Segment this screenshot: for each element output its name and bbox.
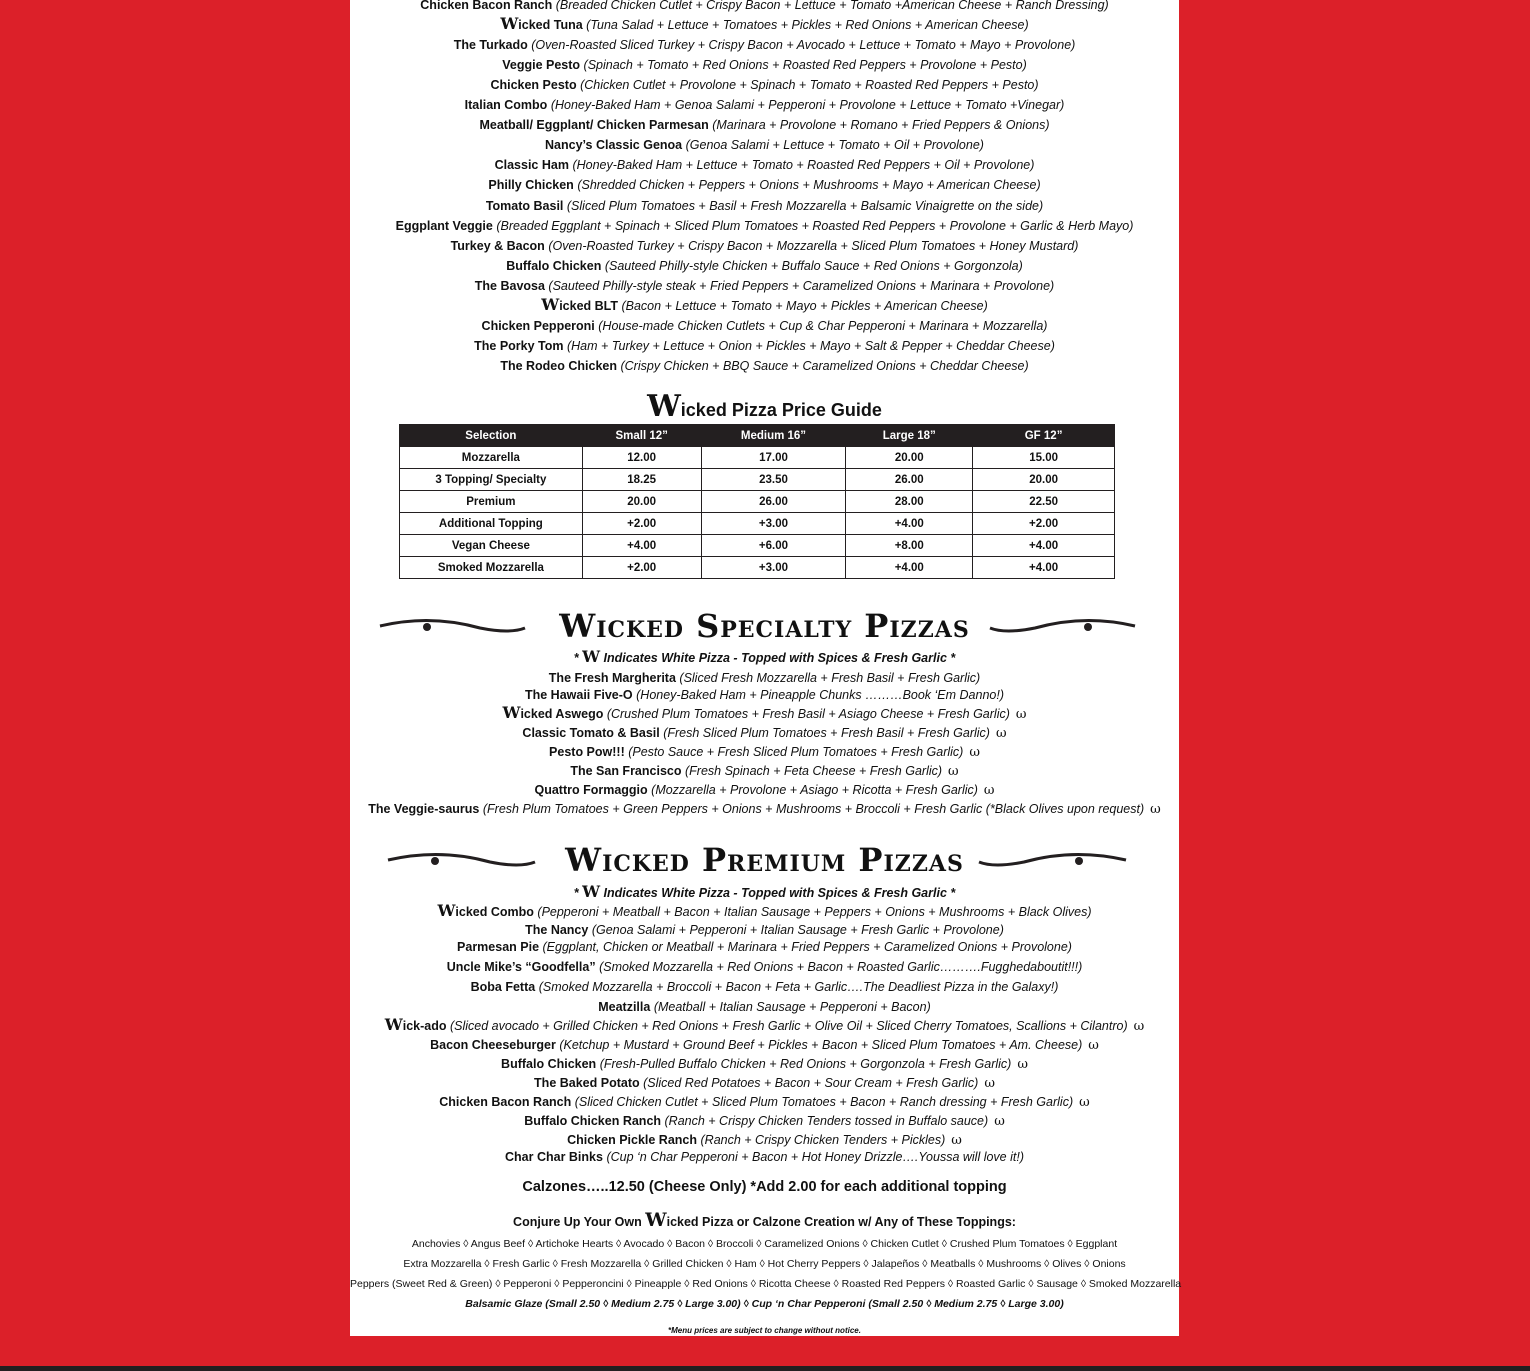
sandwich-row <box>350 198 1179 214</box>
premium-row <box>350 959 1179 975</box>
price-cell: 26.00 <box>701 491 846 513</box>
toppings-line: Extra Mozzarella ◊ Fresh Garlic ◊ Fresh Mozzarella ◊ Grilled Chicken ◊ Ham ◊ Hot Cherry Peppers ◊ Jalapeños ◊ Meatballs ◊ Mushrooms ◊ Olives ◊ Onions <box>403 1258 1126 1270</box>
extras-line: Balsamic Glaze (Small 2.50 ◊ Medium 2.75 ◊ Large 3.00) ◊ Cup ‘n Char Pepperoni (Small 2.50 ◊ Medium 2.75 ◊ Large 3.00) <box>465 1298 1064 1310</box>
item-name: The Porky Tom <box>474 338 564 353</box>
item-desc: (Sliced avocado + Grilled Chicken + Red Onions + Fresh Garlic + Olive Oil + Sliced Cherry Tomatoes, Scallions + Cilantro) <box>450 1019 1128 1033</box>
sandwich-row <box>350 137 1179 153</box>
sandwich-row <box>350 117 1179 133</box>
white-pizza-icon: ω <box>995 726 1007 741</box>
price-row-label: Vegan Cheese <box>400 535 583 557</box>
item-name: Turkey & Bacon <box>450 238 545 253</box>
item-desc: (Fresh Spinach + Feta Cheese + Fresh Garlic) <box>684 764 943 778</box>
premium-row <box>350 939 1179 955</box>
premium-row <box>350 1113 1179 1130</box>
menu-page <box>350 0 1182 1336</box>
sandwich-row <box>350 157 1179 173</box>
price-cell: 26.00 <box>846 469 973 491</box>
premium-title: Wicked Premium Pizzas <box>565 841 964 879</box>
premium-row <box>350 1056 1179 1073</box>
item-desc: (Shredded Chicken + Peppers + Onions + Mushrooms + Mayo + American Cheese) <box>577 178 1041 193</box>
sandwich-row <box>350 318 1179 334</box>
item-desc: (Bacon + Lettuce + Tomato + Mayo + Pickles + American Cheese) <box>621 298 988 313</box>
item-desc: (Sliced Fresh Mozzarella + Fresh Basil + Fresh Garlic) <box>679 671 981 685</box>
item-name: The Turkado <box>453 38 528 53</box>
item-name: The Baked Potato <box>534 1076 640 1090</box>
item-desc: (Breaded Eggplant + Spinach + Sliced Plum Tomatoes + Roasted Red Peppers + Provolone + Garlic & Herb Mayo) <box>496 218 1134 233</box>
price-cell: +2.00 <box>582 513 701 535</box>
w-initial: W <box>437 901 456 920</box>
item-desc: (Genoa Salami + Pepperoni + Italian Sausage + Fresh Garlic + Provolone) <box>591 923 1004 937</box>
white-pizza-icon: ω <box>1150 802 1161 817</box>
price-cell: 15.00 <box>973 447 1115 469</box>
sandwich-row <box>350 258 1179 274</box>
premium-row <box>350 1094 1179 1111</box>
premium-note: * W Indicates White Pizza - Topped with Spices & Fresh Garlic * <box>573 882 956 901</box>
item-desc: (Sliced Chicken Cutlet + Sliced Plum Tomatoes + Bacon + Ranch dressing + Fresh Garlic) <box>574 1095 1074 1109</box>
premium-row <box>350 1149 1179 1165</box>
price-guide-title: Wicked Pizza Price Guide <box>647 389 882 424</box>
specialty-row <box>350 744 1179 761</box>
toppings-line: Anchovies ◊ Angus Beef ◊ Artichoke Hearts ◊ Avocado ◊ Bacon ◊ Broccoli ◊ Caramelized Onions ◊ Chicken Cutlet ◊ Crushed Plum Tomatoes ◊ Eggplant <box>411 1238 1118 1250</box>
sandwich-row <box>350 97 1179 113</box>
item-name: Classic Tomato & Basil <box>522 726 660 740</box>
price-row-label: Smoked Mozzarella <box>400 557 583 579</box>
item-desc: (House-made Chicken Cutlets + Cup & Char Pepperoni + Marinara + Mozzarella) <box>598 318 1048 333</box>
item-desc: (Cup ‘n Char Pepperoni + Bacon + Hot Honey Drizzle….Youssa will love it!) <box>606 1150 1024 1164</box>
specialty-banner <box>350 604 1179 648</box>
calzones-line: Calzones…..12.50 (Cheese Only) *Add 2.00 for each additional topping <box>522 1179 1007 1195</box>
sandwich-row <box>350 278 1179 294</box>
w-initial: W <box>500 14 519 34</box>
price-cell: 23.50 <box>701 469 846 491</box>
item-name: Chicken Pepperoni <box>481 318 595 333</box>
price-row <box>400 447 1115 469</box>
price-cell: 20.00 <box>582 491 701 513</box>
item-desc: (Fresh Sliced Plum Tomatoes + Fresh Basil + Fresh Garlic) <box>663 726 990 740</box>
sandwich-row <box>350 238 1179 254</box>
item-name: Chicken Bacon Ranch <box>420 0 553 12</box>
item-name: Chicken Pickle Ranch <box>567 1133 698 1147</box>
premium-row <box>350 1037 1179 1054</box>
white-pizza-icon: ω <box>951 1133 962 1148</box>
item-desc: (Oven-Roasted Sliced Turkey + Crispy Bacon + Avocado + Lettuce + Tomato + Mayo + Provolone) <box>531 38 1076 53</box>
price-cell: 18.25 <box>582 469 701 491</box>
item-desc: (Sauteed Philly-style steak + Fried Peppers + Caramelized Onions + Marinara + Provolone) <box>548 278 1055 293</box>
item-name: icked BLT <box>559 298 618 313</box>
item-desc: (Pesto Sauce + Fresh Sliced Plum Tomatoes + Fresh Garlic) <box>628 745 964 759</box>
price-cell: 12.00 <box>582 447 701 469</box>
item-desc: (Crushed Plum Tomatoes + Fresh Basil + Asiago Cheese + Fresh Garlic) <box>606 707 1010 721</box>
item-name: The San Francisco <box>570 764 682 778</box>
item-name: Bacon Cheeseburger <box>430 1038 556 1052</box>
price-cell: +8.00 <box>846 535 973 557</box>
item-name: Meatzilla <box>598 1000 651 1014</box>
price-row-label: Additional Topping <box>400 513 583 535</box>
premium-row <box>350 1132 1179 1149</box>
item-desc: (Fresh-Pulled Buffalo Chicken + Red Onions + Gorgonzola + Fresh Garlic) <box>599 1057 1012 1071</box>
price-row <box>400 513 1115 535</box>
item-desc: (Ham + Turkey + Lettuce + Onion + Pickles + Mayo + Salt & Pepper + Cheddar Cheese) <box>566 338 1055 353</box>
sandwich-row <box>350 177 1179 193</box>
white-pizza-icon: ω <box>948 764 959 779</box>
item-desc: (Ranch + Crispy Chicken Tenders + Pickles) <box>700 1133 946 1147</box>
item-name: Pesto Pow!!! <box>549 745 625 759</box>
specialty-row <box>350 725 1179 742</box>
item-name: Eggplant Veggie <box>395 218 493 233</box>
sandwich-row <box>350 218 1179 234</box>
white-pizza-icon: ω <box>1079 1095 1090 1110</box>
specialty-row <box>350 782 1179 799</box>
price-cell: +6.00 <box>701 535 846 557</box>
specialty-row <box>350 687 1179 703</box>
price-col-header: GF 12” <box>973 425 1115 447</box>
item-name: ick-ado <box>402 1019 447 1033</box>
item-name: The Rodeo Chicken <box>500 358 617 373</box>
item-desc: (Ketchup + Mustard + Ground Beef + Pickles + Bacon + Sliced Plum Tomatoes + Am. Cheese) <box>559 1038 1083 1052</box>
item-desc: (Honey-Baked Ham + Pineapple Chunks ………Book ‘Em Danno!) <box>636 688 1005 702</box>
price-cell: 20.00 <box>846 447 973 469</box>
premium-row <box>350 901 1179 920</box>
price-cell: 28.00 <box>846 491 973 513</box>
premium-row <box>350 1075 1179 1092</box>
premium-row <box>350 1015 1179 1035</box>
price-row <box>400 491 1115 513</box>
price-cell: +4.00 <box>582 535 701 557</box>
item-desc: (Chicken Cutlet + Provolone + Spinach + Tomato + Roasted Red Peppers + Pesto) <box>580 78 1039 93</box>
footer-note: *Menu prices are subject to change without notice. <box>668 1326 861 1335</box>
price-cell: +4.00 <box>846 557 973 579</box>
sandwich-row <box>350 37 1179 53</box>
item-name: Buffalo Chicken <box>501 1057 597 1071</box>
item-desc: (Honey-Baked Ham + Lettuce + Tomato + Roasted Red Peppers + Oil + Provolone) <box>572 158 1035 173</box>
price-cell: 20.00 <box>973 469 1115 491</box>
price-col-header: Medium 16” <box>701 425 846 447</box>
price-guide-table <box>399 424 1115 579</box>
bottom-bar <box>0 1366 1530 1371</box>
price-row-label: Premium <box>400 491 583 513</box>
premium-banner <box>350 838 1179 882</box>
specialty-row <box>350 703 1179 723</box>
w-initial: W <box>502 703 521 722</box>
item-name: Boba Fetta <box>470 980 536 994</box>
sandwich-row <box>350 14 1179 34</box>
item-desc: (Crispy Chicken + BBQ Sauce + Caramelized Onions + Cheddar Cheese) <box>620 358 1029 373</box>
item-name: The Bavosa <box>474 278 545 293</box>
white-pizza-icon: ω <box>1088 1038 1099 1053</box>
price-cell: +4.00 <box>973 535 1115 557</box>
item-name: The Hawaii Five-O <box>524 688 633 702</box>
item-desc: (Fresh Plum Tomatoes + Green Peppers + Onions + Mushrooms + Broccoli + Fresh Garlic (*Black Olives upon request) <box>482 802 1145 816</box>
item-name: Chicken Pesto <box>490 78 577 93</box>
price-row-label: 3 Topping/ Specialty <box>400 469 583 491</box>
price-cell: +3.00 <box>701 557 846 579</box>
item-name: Philly Chicken <box>488 178 574 193</box>
item-name: icked Tuna <box>518 18 583 33</box>
item-desc: (Honey-Baked Ham + Genoa Salami + Pepperoni + Provolone + Lettuce + Tomato +Vinegar) <box>550 98 1065 113</box>
white-pizza-icon: ω <box>983 783 995 798</box>
premium-row <box>350 922 1179 938</box>
price-row <box>400 557 1115 579</box>
item-desc: (Spinach + Tomato + Red Onions + Roasted Red Peppers + Provolone + Pesto) <box>583 58 1027 73</box>
item-desc: (Oven-Roasted Turkey + Crispy Bacon + Mozzarella + Sliced Plum Tomatoes + Honey Mustard) <box>548 238 1079 253</box>
item-desc: (Sauteed Philly-style Chicken + Buffalo Sauce + Red Onions + Gorgonzola) <box>604 258 1023 273</box>
item-desc: (Smoked Mozzarella + Red Onions + Bacon + Roasted Garlic……….Fugghedaboutit!!!) <box>599 960 1083 974</box>
sandwich-row <box>350 294 1179 314</box>
premium-row <box>350 999 1179 1015</box>
price-cell: +3.00 <box>701 513 846 535</box>
item-name: Nancy’s Classic Genoa <box>545 138 683 153</box>
price-row <box>400 535 1115 557</box>
white-pizza-icon: ω <box>1017 1057 1028 1072</box>
price-cell: +4.00 <box>846 513 973 535</box>
item-name: Classic Ham <box>494 158 569 173</box>
item-name: Buffalo Chicken Ranch <box>524 1114 662 1128</box>
specialty-title: Wicked Specialty Pizzas <box>559 607 970 645</box>
item-desc: (Ranch + Crispy Chicken Tenders tossed in Buffalo sauce) <box>664 1114 989 1128</box>
w-initial: W <box>384 1015 403 1034</box>
price-col-header: Large 18” <box>846 425 973 447</box>
item-name: icked Combo <box>455 905 534 919</box>
white-pizza-icon: ω <box>1133 1019 1145 1034</box>
price-cell: +4.00 <box>973 557 1115 579</box>
item-desc: (Tuna Salad + Lettuce + Tomatoes + Pickles + Red Onions + American Cheese) <box>586 18 1029 33</box>
item-name: Chicken Bacon Ranch <box>439 1095 572 1109</box>
item-desc: (Eggplant, Chicken or Meatball + Marinara + Fried Peppers + Caramelized Onions + Provolone) <box>542 940 1072 954</box>
item-desc: (Sliced Plum Tomatoes + Basil + Fresh Mozzarella + Balsamic Vinaigrette on the side) <box>566 198 1044 213</box>
price-cell: 22.50 <box>973 491 1115 513</box>
item-name: Uncle Mike’s “Goodfella” <box>446 960 596 974</box>
price-cell: +2.00 <box>973 513 1115 535</box>
item-name: The Veggie-saurus <box>368 802 480 816</box>
item-name: Veggie Pesto <box>502 58 581 73</box>
white-pizza-icon: ω <box>969 745 980 760</box>
specialty-row <box>350 801 1179 818</box>
white-pizza-icon: ω <box>994 1114 1005 1129</box>
sandwich-row <box>350 57 1179 73</box>
item-name: Meatball/ Eggplant/ Chicken Parmesan <box>479 118 709 133</box>
price-col-header: Small 12” <box>582 425 701 447</box>
item-desc: (Marinara + Provolone + Romano + Fried Peppers & Onions) <box>712 118 1050 133</box>
white-pizza-icon: ω <box>1015 707 1027 722</box>
item-name: The Fresh Margherita <box>548 671 676 685</box>
sandwich-row <box>350 338 1179 354</box>
toppings-line: Peppers (Sweet Red & Green) ◊ Pepperoni ◊ Pepperoncini ◊ Pineapple ◊ Red Onions ◊ Ricotta Cheese ◊ Roasted Red Peppers ◊ Roasted Garlic ◊ Sausage ◊ Smoked Mozzarella <box>350 1278 1182 1290</box>
item-desc: (Meatball + Italian Sausage + Pepperoni + Bacon) <box>653 1000 931 1014</box>
item-desc: (Genoa Salami + Lettuce + Tomato + Oil + Provolone) <box>685 138 984 153</box>
item-desc: (Pepperoni + Meatball + Bacon + Italian Sausage + Peppers + Onions + Mushrooms + Black Olives) <box>537 905 1092 919</box>
price-table-header-row <box>400 425 1115 447</box>
white-pizza-icon: ω <box>984 1076 995 1091</box>
item-name: Quattro Formaggio <box>534 783 648 797</box>
specialty-row <box>350 670 1179 686</box>
conjure-heading: Conjure Up Your Own Wicked Pizza or Calzone Creation w/ Any of These Toppings: <box>513 1209 1016 1231</box>
sandwich-row <box>350 0 1179 13</box>
premium-row <box>350 979 1179 995</box>
item-desc: (Breaded Chicken Cutlet + Crispy Bacon + Lettuce + Tomato +American Cheese + Ranch Dressing) <box>555 0 1109 12</box>
price-col-header: Selection <box>400 425 583 447</box>
price-row <box>400 469 1115 491</box>
item-name: Buffalo Chicken <box>506 258 602 273</box>
item-name: icked Aswego <box>520 707 604 721</box>
item-desc: (Mozzarella + Provolone + Asiago + Ricotta + Fresh Garlic) <box>651 783 978 797</box>
sandwich-row <box>350 77 1179 93</box>
sandwich-row <box>350 358 1179 374</box>
price-cell: 17.00 <box>701 447 846 469</box>
item-name: Italian Combo <box>464 98 548 113</box>
item-desc: (Smoked Mozzarella + Broccoli + Bacon + Feta + Garlic….The Deadliest Pizza in the Galaxy!) <box>538 980 1059 994</box>
price-cell: +2.00 <box>582 557 701 579</box>
item-name: Tomato Basil <box>485 198 564 213</box>
item-desc: (Sliced Red Potatoes + Bacon + Sour Cream + Fresh Garlic) <box>643 1076 979 1090</box>
price-row-label: Mozzarella <box>400 447 583 469</box>
item-name: Char Char Binks <box>505 1150 603 1164</box>
w-initial: W <box>541 294 560 314</box>
item-name: The Nancy <box>525 923 589 937</box>
specialty-note: * W Indicates White Pizza - Topped with Spices & Fresh Garlic * <box>573 647 956 666</box>
specialty-row <box>350 763 1179 780</box>
item-name: Parmesan Pie <box>457 940 540 954</box>
